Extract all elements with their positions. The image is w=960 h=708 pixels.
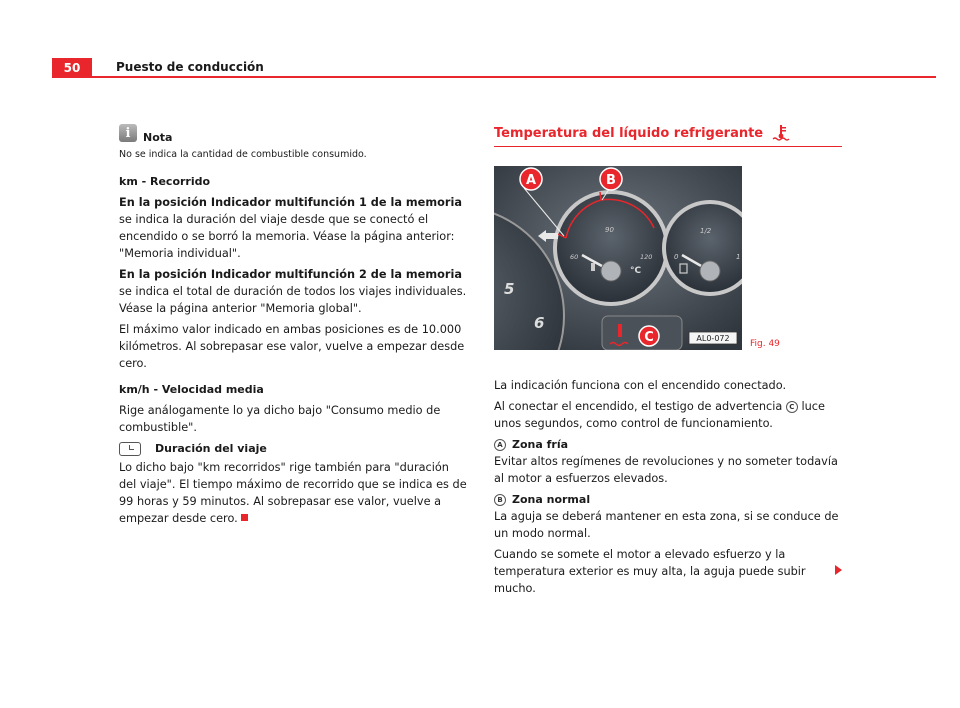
end-marker-icon (241, 514, 248, 521)
paragraph-duration (119, 459, 469, 527)
coolant-temperature-icon (771, 124, 791, 142)
paragraph-max-value: El máximo valor indicado en ambas posiciones es de 10.000 kilómetros. Al sobrepasar ese valor, vuelve a empezar desde cero. (119, 323, 465, 370)
speed-heading: km/h - Velocidad media (119, 383, 264, 396)
warning-text-end: luce unos segundos, como control de funcionamiento. (494, 400, 825, 430)
temp-tick-90: 90 (605, 226, 614, 234)
duration-text: Lo dicho bajo "km recorridos" rige también para "duración del viaje". El tiempo máximo de recorrido que se indica es de 99 horas y 59 minutos. Al sobrepasar ese valor, vuelve a empezar desde cero. (119, 461, 467, 525)
temperature-gauge (555, 192, 667, 304)
paragraph-warning-light (494, 398, 844, 432)
fuel-tick-full: 1 (736, 253, 741, 261)
paragraph-memory-2 (119, 266, 469, 317)
coolant-body-text (494, 377, 844, 601)
figure-label: Fig. 49 (750, 339, 780, 349)
zone-b-heading (494, 493, 844, 506)
memory-2-text: se indica el total de duración de todos los viajes individuales. Véase la página anterior "Memoria global". (119, 285, 467, 315)
duration-heading-row (119, 440, 469, 457)
ref-a-badge: A (494, 439, 506, 451)
ref-c-badge: C (786, 401, 798, 413)
right-column-heading (494, 124, 844, 147)
fuel-tick-empty: 0 (674, 253, 679, 261)
callout-b-label: B (606, 173, 616, 188)
zone-b-text: La aguja se deberá mantener en esta zona, si se conduce de un modo normal. (494, 510, 839, 540)
left-column (119, 124, 469, 531)
memory-1-label: En la posición Indicador multifunción 1 de la memoria (119, 196, 462, 209)
paragraph-ignition: La indicación funciona con el encendido conectado. (494, 379, 787, 392)
zone-a-heading (494, 438, 844, 451)
ref-b-badge: B (494, 494, 506, 506)
section-title: Puesto de conducción (116, 60, 264, 74)
note-title: Nota (143, 130, 173, 144)
coolant-title: Temperatura del líquido refrigerante (494, 125, 764, 141)
zone-b-title: Zona normal (512, 493, 591, 506)
zone-a-text: Evitar altos regímenes de revoluciones y no someter todavía al motor a esfuerzos elevados. (494, 455, 838, 485)
temp-tick-60: 60 (570, 253, 579, 261)
paragraph-memory-1 (119, 194, 469, 262)
instrument-cluster-figure (494, 166, 742, 350)
memory-1-text: se indica la duración del viaje desde que se conectó el encendido o se borró la memoria. Véase la página anterior: "Memoria individual". (119, 213, 455, 260)
note-heading (119, 124, 469, 142)
info-icon: i (119, 124, 137, 142)
zone-a-title: Zona fría (512, 438, 569, 451)
fuel-needle-hub (700, 261, 720, 281)
header-divider (92, 76, 936, 78)
paragraph-speed: Rige análogamente lo ya dicho bajo "Consumo medio de combustible". (119, 404, 441, 434)
speedo-tick-5: 5 (504, 280, 515, 298)
temp-unit: °C (630, 266, 642, 276)
duration-heading: Duración del viaje (155, 442, 267, 455)
next-page-arrow-icon[interactable] (835, 565, 842, 575)
callout-a-label: A (525, 173, 537, 188)
zone-marker-b (600, 192, 601, 200)
fuel-tick-half: 1/2 (700, 227, 712, 235)
memory-2-label: En la posición Indicador multifunción 2 de la memoria (119, 268, 462, 281)
paragraph-high-temp: Cuando se somete el motor a elevado esfuerzo y la temperatura exterior es muy alta, la aguja puede subir mucho. (494, 548, 806, 595)
km-heading: km - Recorrido (119, 175, 211, 188)
warning-text-start: Al conectar el encendido, el testigo de advertencia (494, 400, 786, 413)
clock-icon (119, 442, 141, 456)
temp-tick-120: 120 (640, 253, 653, 261)
note-text: No se indica la cantidad de combustible consumido. (119, 149, 367, 160)
callout-c-label: C (644, 330, 654, 345)
page-header (52, 58, 936, 78)
temp-needle-hub (601, 261, 621, 281)
fuel-gauge (664, 202, 742, 294)
coolant-section-heading (494, 124, 842, 147)
speedo-tick-6: 6 (534, 314, 545, 332)
page-number: 50 (52, 58, 92, 78)
figure-code: AL0-072 (696, 334, 730, 343)
